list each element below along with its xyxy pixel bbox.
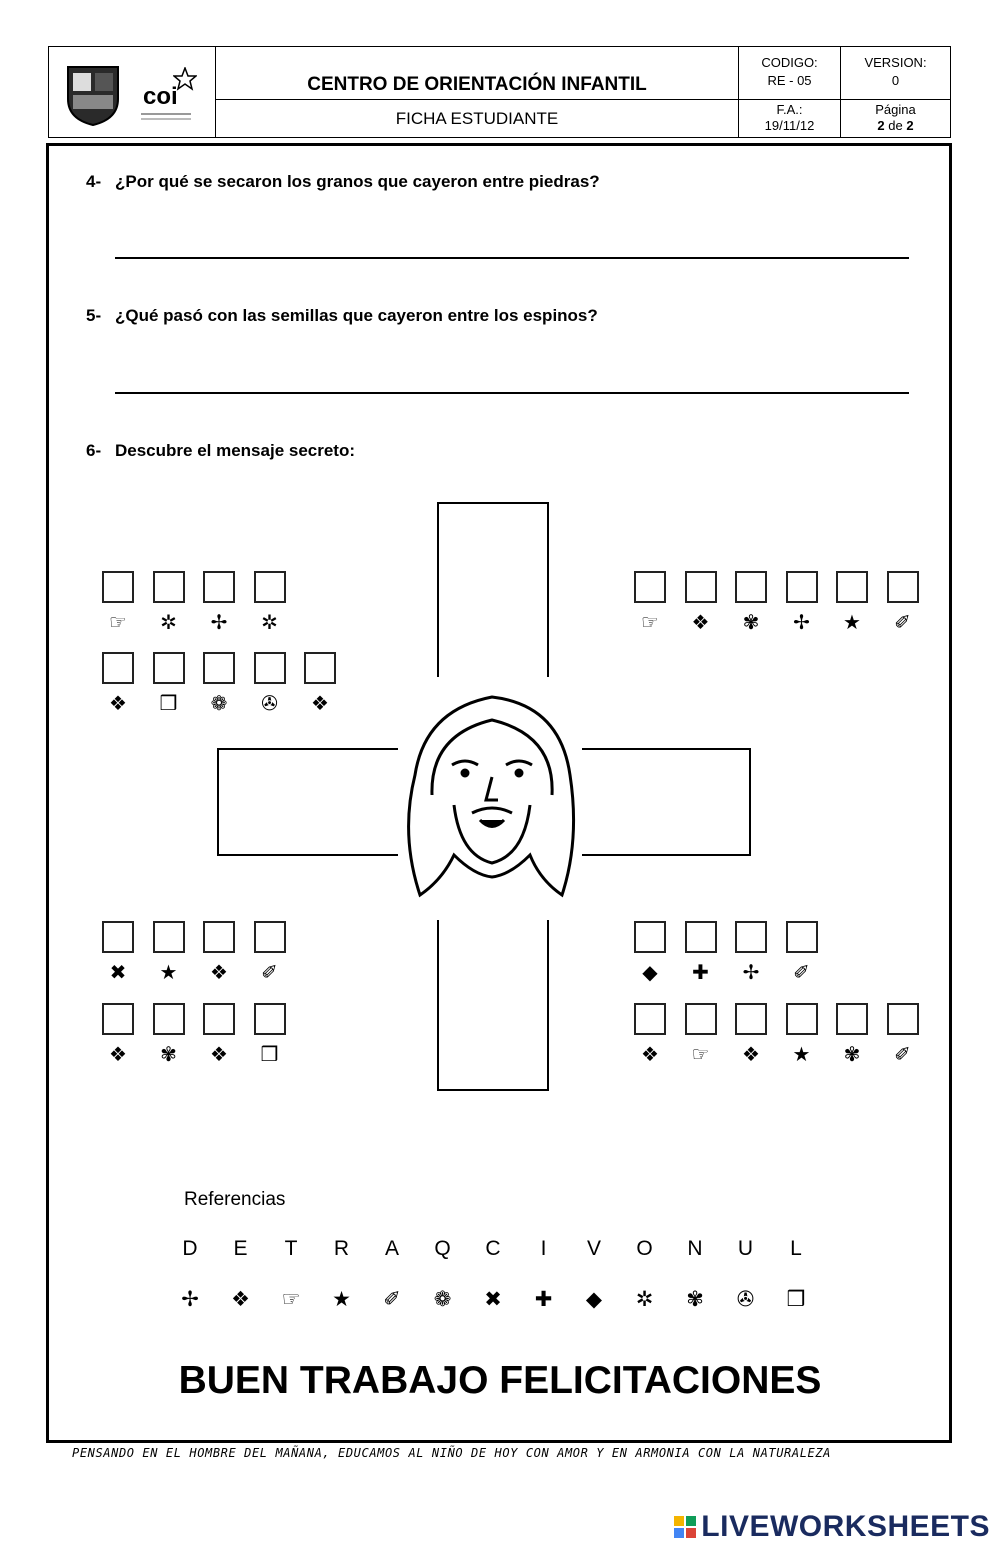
- letter-answer-box[interactable]: [102, 1003, 134, 1035]
- version-cell: [841, 47, 950, 100]
- logo-cell: [49, 47, 216, 137]
- question-text: ¿Qué pasó con las semillas que cayeron entre los espinos?: [115, 306, 598, 325]
- cipher-symbol: ✾: [742, 610, 760, 634]
- reference-letter: U: [737, 1237, 754, 1260]
- letter-answer-box[interactable]: [203, 652, 235, 684]
- letter-answer-box[interactable]: [735, 921, 767, 953]
- cipher-symbol: ✢: [210, 610, 228, 634]
- fa-cell: [739, 100, 841, 137]
- coi-logo: [141, 67, 201, 127]
- letter-answer-box[interactable]: [634, 921, 666, 953]
- letter-answer-box[interactable]: [203, 921, 235, 953]
- question-number: 4-: [86, 172, 102, 191]
- question-text: ¿Por qué se secaron los granos que cayeron entre piedras?: [115, 172, 600, 191]
- reference-symbol: ✐: [383, 1287, 401, 1311]
- letter-answer-box[interactable]: [685, 571, 717, 603]
- brand-text: LIVEWORKSHEETS: [701, 1510, 990, 1543]
- reference-symbol: ❒: [786, 1287, 806, 1311]
- cipher-symbol: ✲: [261, 610, 278, 634]
- cipher-symbol: ✇: [261, 691, 278, 715]
- letter-answer-box[interactable]: [735, 571, 767, 603]
- letter-answer-box[interactable]: [786, 1003, 818, 1035]
- school-shield-logo: [63, 59, 123, 129]
- page-cell: [841, 100, 950, 137]
- letter-answer-box[interactable]: [786, 571, 818, 603]
- question-text: Descubre el mensaje secreto:: [115, 441, 356, 460]
- cipher-symbol: ❖: [742, 1042, 760, 1066]
- page-current: 2: [877, 118, 885, 133]
- cipher-symbol: ☞: [109, 610, 127, 634]
- page-total: 2: [906, 118, 914, 133]
- congratulations-banner: BUEN TRABAJO FELICITACIONES: [178, 1359, 822, 1402]
- page-label: Página: [875, 102, 916, 117]
- fa-label: F.A.:: [776, 102, 803, 117]
- cipher-symbol: ✚: [692, 960, 709, 984]
- cipher-symbol: ✾: [160, 1042, 177, 1066]
- cipher-symbol: ★: [159, 960, 178, 984]
- letter-answer-box[interactable]: [254, 571, 286, 603]
- reference-symbol: ☞: [281, 1287, 301, 1311]
- cipher-symbol: ❁: [210, 691, 228, 715]
- footer-motto: PENSANDO EN EL HOMBRE DEL MAÑANA, EDUCAMOS AL NIÑO DE HOY CON AMOR Y EN ARMONIA CON LA NATURALEZA: [72, 1446, 831, 1460]
- cipher-symbol: ❖: [691, 610, 710, 634]
- code-value: RE - 05: [767, 73, 812, 88]
- letter-answer-box[interactable]: [153, 1003, 185, 1035]
- reference-letter: A: [384, 1237, 399, 1260]
- letter-answer-box[interactable]: [887, 571, 919, 603]
- reference-letter: I: [540, 1237, 547, 1260]
- cipher-symbol: ✐: [894, 610, 911, 634]
- letter-answer-box[interactable]: [102, 652, 134, 684]
- question-4: [86, 172, 600, 192]
- letter-answer-box[interactable]: [685, 1003, 717, 1035]
- cipher-symbol: ❖: [311, 691, 329, 715]
- letter-answer-box[interactable]: [786, 921, 818, 953]
- reference-letter: D: [182, 1237, 198, 1260]
- letter-answer-box[interactable]: [634, 571, 666, 603]
- question-number: 5-: [86, 306, 102, 325]
- cipher-symbol: ✐: [793, 960, 810, 984]
- reference-letter: O: [636, 1237, 653, 1260]
- cipher-symbol: ❖: [210, 1042, 228, 1066]
- answer-line-4[interactable]: [115, 257, 909, 259]
- jesus-face-icon: [409, 697, 574, 895]
- version-value: 0: [891, 73, 900, 88]
- code-label: CODIGO:: [761, 55, 818, 70]
- cipher-symbol: ❒: [260, 1042, 279, 1066]
- cipher-symbol: ✐: [894, 1042, 911, 1066]
- cipher-symbol: ❖: [210, 960, 228, 984]
- reference-symbol: ✇: [736, 1287, 755, 1311]
- cipher-symbol: ✢: [742, 960, 760, 984]
- letter-answer-box[interactable]: [203, 571, 235, 603]
- answer-line-5[interactable]: [115, 392, 909, 394]
- letter-answer-box[interactable]: [254, 652, 286, 684]
- reference-letter: R: [333, 1237, 350, 1260]
- reference-letter: E: [233, 1237, 248, 1260]
- letter-answer-box[interactable]: [254, 921, 286, 953]
- letter-answer-box[interactable]: [887, 1003, 919, 1035]
- liveworksheets-logo-icon: [673, 1515, 697, 1539]
- question-5: [86, 306, 598, 326]
- cipher-symbol: ❖: [109, 691, 127, 715]
- cipher-symbol: ☞: [641, 610, 659, 634]
- letter-answer-box[interactable]: [836, 1003, 868, 1035]
- references-label: Referencias: [184, 1189, 286, 1210]
- cipher-symbol: ✲: [160, 610, 177, 634]
- question-number: 6-: [86, 441, 102, 460]
- letter-answer-box[interactable]: [304, 652, 336, 684]
- fa-value: 19/11/12: [764, 118, 815, 133]
- cipher-symbol: ❖: [641, 1042, 659, 1066]
- letter-answer-box[interactable]: [153, 652, 185, 684]
- reference-letter: T: [284, 1237, 298, 1260]
- liveworksheets-brand[interactable]: [673, 1510, 990, 1544]
- page-number: [841, 118, 950, 134]
- letter-answer-box[interactable]: [634, 1003, 666, 1035]
- letter-answer-box[interactable]: [735, 1003, 767, 1035]
- reference-letter: C: [485, 1237, 501, 1260]
- reference-symbol: ✢: [181, 1287, 199, 1311]
- cipher-symbol: ❒: [159, 691, 178, 715]
- letter-answer-box[interactable]: [254, 1003, 286, 1035]
- letter-answer-box[interactable]: [203, 1003, 235, 1035]
- page-of: de: [888, 118, 903, 133]
- header-table: [48, 46, 951, 138]
- reference-symbol: ❁: [433, 1287, 452, 1311]
- reference-symbol: ✚: [534, 1287, 553, 1311]
- letter-answer-box[interactable]: [102, 571, 134, 603]
- reference-letter: V: [586, 1237, 601, 1260]
- letter-answer-box[interactable]: [836, 571, 868, 603]
- reference-symbol: ★: [332, 1287, 351, 1311]
- cipher-symbol: ✖: [109, 960, 127, 984]
- coi-logo-text: coi: [143, 83, 178, 110]
- reference-symbol: ✾: [686, 1287, 704, 1311]
- cipher-symbol: ✐: [261, 960, 278, 984]
- letter-answer-box[interactable]: [102, 921, 134, 953]
- cipher-symbol: ✢: [793, 610, 810, 634]
- reference-symbol: ◆: [585, 1287, 603, 1311]
- reference-symbol: ❖: [231, 1287, 250, 1311]
- reference-letter: N: [687, 1237, 703, 1260]
- cipher-symbol: ◆: [642, 960, 658, 984]
- letter-answer-box[interactable]: [153, 921, 185, 953]
- cipher-symbol: ★: [843, 610, 861, 634]
- cipher-symbol: ☞: [691, 1042, 710, 1066]
- reference-letter: L: [790, 1237, 802, 1260]
- cipher-symbol: ★: [792, 1042, 811, 1066]
- reference-symbol: ✖: [484, 1287, 502, 1311]
- reference-symbol: ✲: [635, 1287, 654, 1311]
- question-6: [86, 441, 355, 461]
- letter-answer-box[interactable]: [685, 921, 717, 953]
- version-label: VERSION:: [864, 55, 927, 70]
- cipher-symbol: ❖: [109, 1042, 127, 1066]
- institution-title: CENTRO DE ORIENTACIÓN INFANTIL: [216, 47, 739, 100]
- reference-letter: Q: [434, 1237, 451, 1260]
- cross-drawing: [210, 495, 760, 1095]
- cipher-symbol: ✾: [843, 1042, 861, 1066]
- code-cell: [739, 47, 841, 100]
- letter-answer-box[interactable]: [153, 571, 185, 603]
- form-name: FICHA ESTUDIANTE: [216, 100, 739, 137]
